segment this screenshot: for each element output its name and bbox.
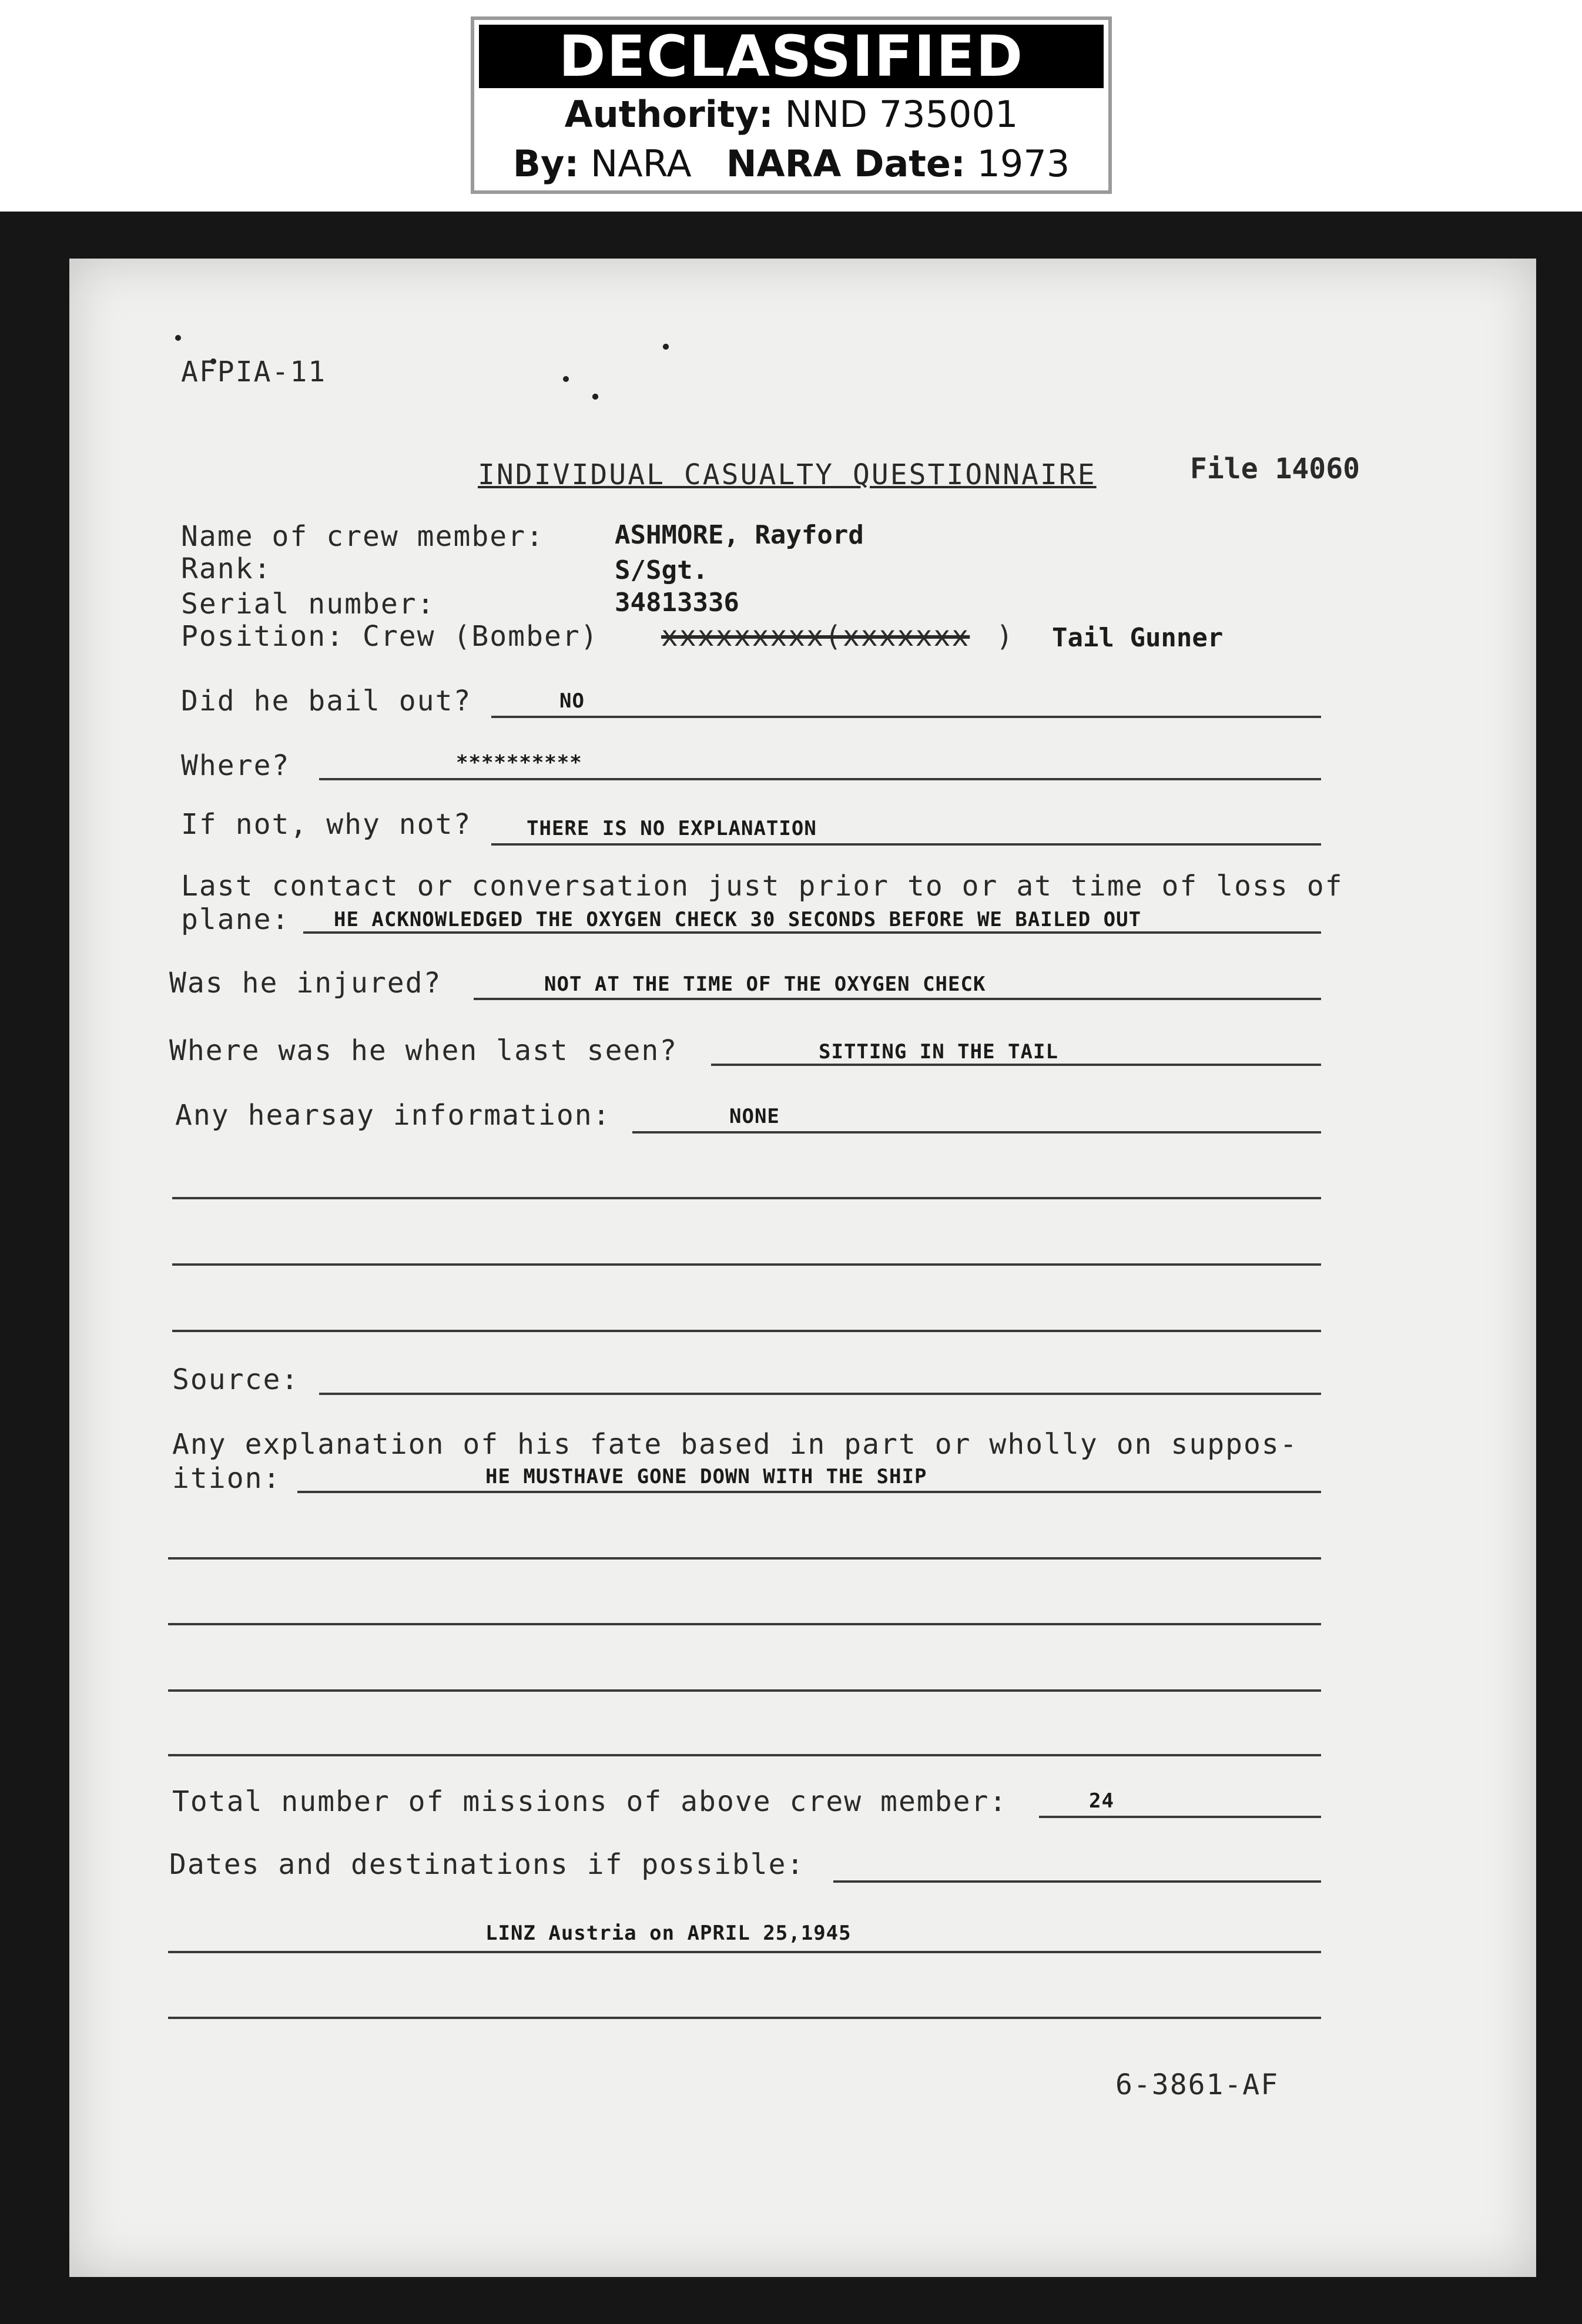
form-code: AFPIA-11	[181, 356, 327, 388]
answer-line	[491, 716, 1321, 718]
stamp-date-value: 1973	[977, 142, 1070, 185]
blank-answer-line	[172, 1330, 1321, 1332]
answer-line	[491, 843, 1321, 846]
dates-label: Dates and destinations if possible:	[169, 1848, 805, 1881]
stamp-title: DECLASSIFIED	[479, 25, 1104, 88]
ink-speck	[663, 344, 669, 350]
answer-line	[319, 778, 1321, 780]
injured-value: NOT AT THE TIME OF THE OXYGEN CHECK	[544, 972, 986, 996]
answer-line	[297, 1491, 1321, 1493]
ink-speck	[592, 394, 598, 400]
hearsay-label: Any hearsay information:	[175, 1099, 611, 1132]
bail-value: NO	[559, 689, 585, 713]
missions-value: 24	[1089, 1789, 1114, 1813]
stamp-by-label: By:	[512, 142, 579, 185]
serial-label: Serial number:	[181, 588, 435, 621]
answer-line	[1039, 1816, 1321, 1818]
supposition-label-line-1: Any explanation of his fate based in part or wholly on suppos-	[172, 1428, 1298, 1461]
ink-speck	[175, 335, 181, 341]
declassified-stamp	[471, 16, 1112, 194]
name-value: ASHMORE, Rayford	[615, 520, 864, 550]
stamp-by-value: NARA	[590, 142, 692, 185]
contact-label-line-2: plane:	[181, 903, 290, 936]
blank-answer-line	[168, 2017, 1321, 2019]
stamp-date-label: NARA Date:	[726, 142, 966, 185]
blank-answer-line	[168, 1623, 1321, 1625]
answer-line	[833, 1880, 1321, 1883]
stamp-authority-label: Authority:	[564, 93, 773, 136]
ink-speck	[563, 376, 569, 382]
supposition-label-line-2: ition:	[172, 1462, 281, 1495]
file-number: File 14060	[1190, 452, 1360, 485]
footer-code: 6-3861-AF	[1115, 2068, 1279, 2101]
answer-line	[474, 998, 1321, 1000]
position-label: Position: Crew (Bomber)	[181, 620, 599, 653]
blank-answer-line	[168, 1689, 1321, 1692]
answer-line	[711, 1064, 1321, 1066]
serial-value: 34813336	[615, 588, 739, 618]
injured-label: Was he injured?	[169, 967, 442, 1000]
scanned-document-background	[0, 212, 1582, 2324]
last-seen-label: Where was he when last seen?	[169, 1034, 678, 1067]
dates-value: LINZ Austria on APRIL 25,1945	[485, 1921, 852, 1945]
position-struck-text: xxxxxxxxx(xxxxxxx	[661, 620, 970, 653]
stamp-authority-value: NND 735001	[785, 93, 1018, 136]
blank-answer-line	[172, 1263, 1321, 1266]
position-value: Tail Gunner	[1052, 623, 1224, 653]
answer-line	[303, 931, 1321, 934]
answer-line	[632, 1131, 1321, 1134]
where-label: Where?	[181, 749, 290, 782]
supposition-value: HE MUSTHAVE GONE DOWN WITH THE SHIP	[485, 1465, 927, 1488]
source-label: Source:	[172, 1363, 300, 1396]
stamp-by-line	[474, 142, 1108, 185]
blank-answer-line	[168, 1754, 1321, 1756]
form-title: INDIVIDUAL CASUALTY QUESTIONNAIRE	[478, 458, 1097, 491]
answer-line	[319, 1393, 1321, 1395]
why-label: If not, why not?	[181, 808, 472, 841]
missions-label: Total number of missions of above crew member:	[172, 1785, 1008, 1818]
bail-label: Did he bail out?	[181, 685, 472, 717]
contact-value: HE ACKNOWLEDGED THE OXYGEN CHECK 30 SECONDS BEFORE WE BAILED OUT	[334, 908, 1142, 931]
why-value: THERE IS NO EXPLANATION	[527, 817, 817, 840]
hearsay-value: NONE	[729, 1105, 780, 1128]
blank-answer-line	[172, 1197, 1321, 1199]
rank-label: Rank:	[181, 552, 272, 585]
answer-line	[168, 1951, 1321, 1953]
last-seen-value: SITTING IN THE TAIL	[819, 1040, 1058, 1064]
rank-value: S/Sgt.	[615, 555, 708, 585]
contact-label-line-1: Last contact or conversation just prior to or at time of loss of	[181, 870, 1343, 903]
stamp-authority-line	[474, 93, 1108, 136]
where-value: **********	[456, 751, 582, 774]
blank-answer-line	[168, 1557, 1321, 1560]
position-paren: )	[996, 620, 1014, 653]
questionnaire-page	[69, 259, 1536, 2277]
name-label: Name of crew member:	[181, 520, 544, 553]
